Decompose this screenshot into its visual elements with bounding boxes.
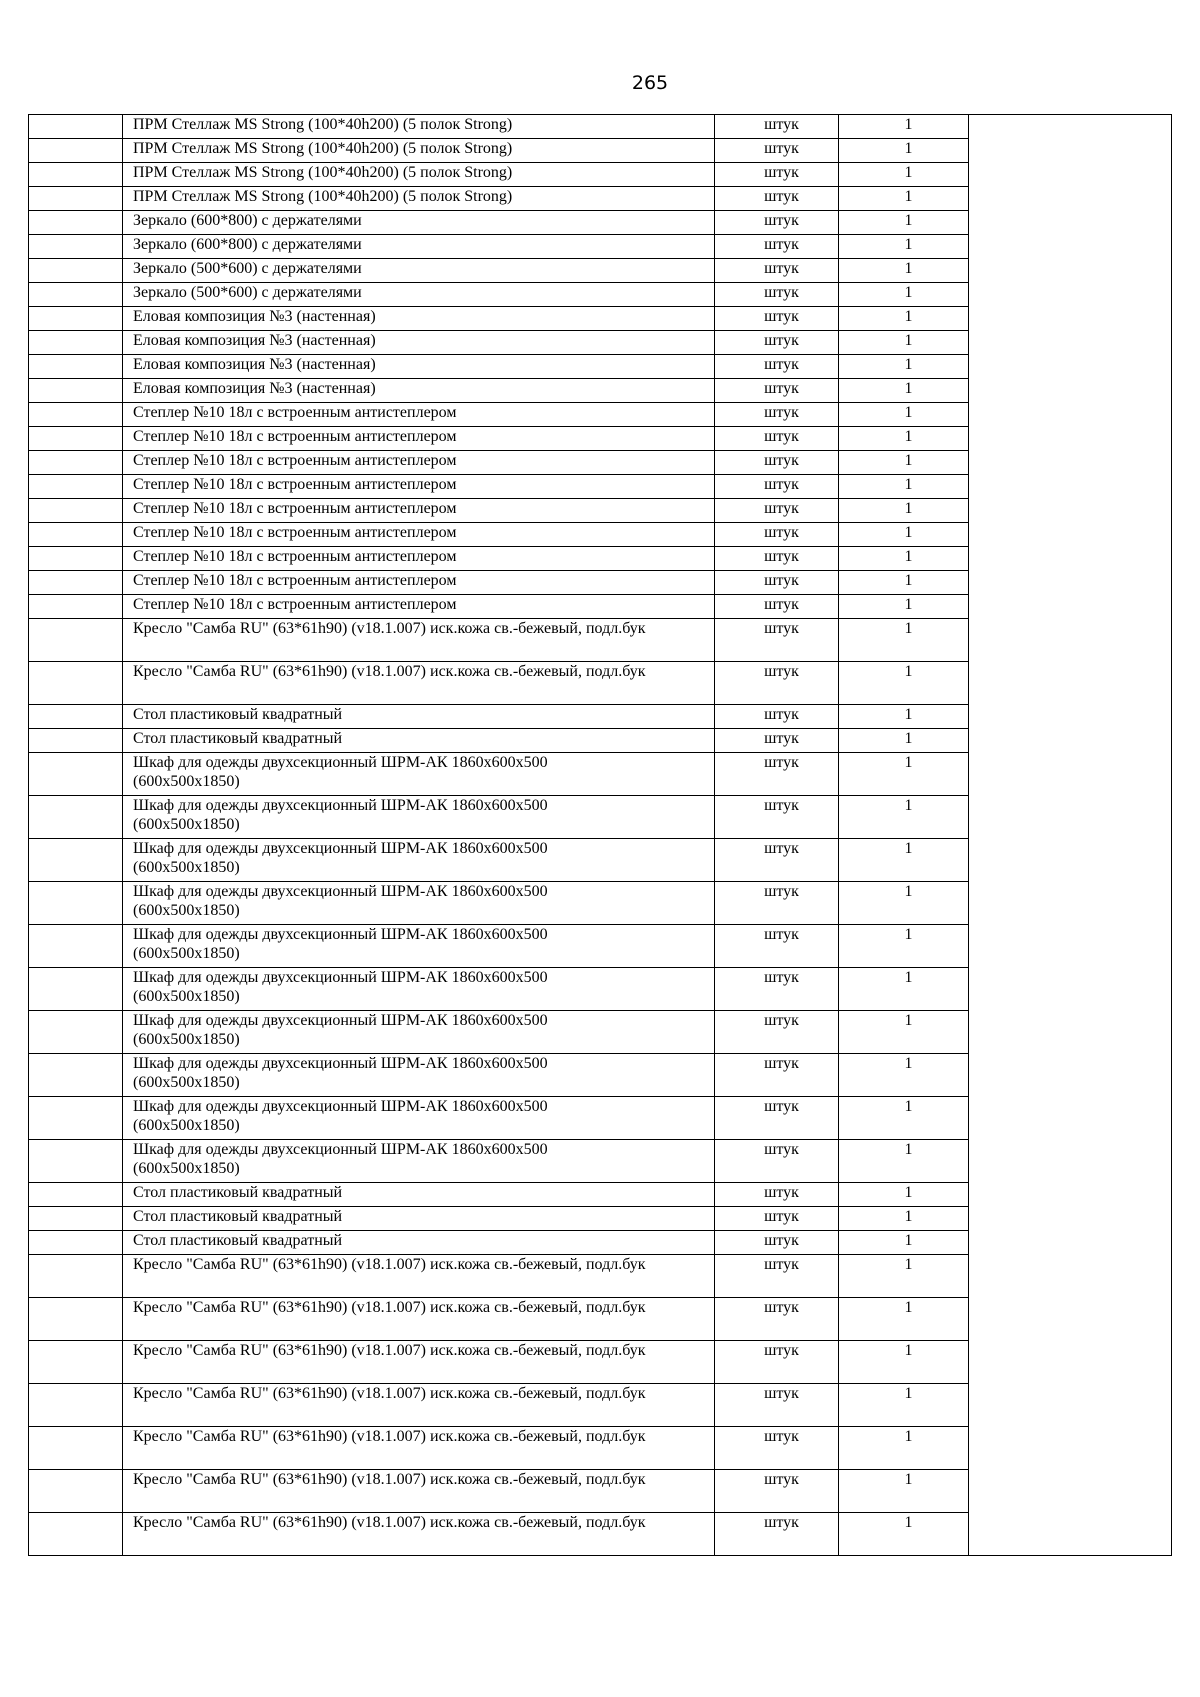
item-quantity: 1 [839,499,969,523]
item-name-cell [123,307,715,331]
item-name-cell [123,968,715,1011]
item-quantity: 1 [839,1384,969,1427]
item-quantity: 1 [839,403,969,427]
item-quantity: 1 [839,1097,969,1140]
item-name-cell [123,211,715,235]
item-unit: штук [715,1427,839,1470]
item-name: Еловая композиция №3 (настенная) [133,308,376,325]
item-name-cell [123,753,715,796]
item-name: Шкаф для одежды двухсекционный ШРМ-АК 1860х600х500 (600х500х1850) [133,797,548,833]
item-unit: штук [715,187,839,211]
item-name-cell [123,1341,715,1384]
item-quantity: 1 [839,1183,969,1207]
item-name-cell [123,1427,715,1470]
row-number-cell [29,499,123,523]
item-name: Еловая композиция №3 (настенная) [133,332,376,349]
item-unit: штук [715,1097,839,1140]
item-quantity: 1 [839,427,969,451]
item-quantity: 1 [839,283,969,307]
row-number-cell [29,882,123,925]
row-number-cell [29,1231,123,1255]
item-unit: штук [715,796,839,839]
item-quantity: 1 [839,705,969,729]
item-name: Шкаф для одежды двухсекционный ШРМ-АК 1860х600х500 (600х500х1850) [133,754,548,790]
item-name-cell [123,662,715,705]
item-unit: штук [715,379,839,403]
row-number-cell [29,839,123,882]
item-unit: штук [715,571,839,595]
item-quantity: 1 [839,523,969,547]
item-unit: штук [715,729,839,753]
item-unit: штук [715,1298,839,1341]
item-name: Кресло "Самба RU" (63*61h90) (v18.1.007) иск.кожа св.-бежевый, подл.бук [133,1471,646,1488]
item-name: Стол пластиковый квадратный [133,1232,343,1249]
item-quantity: 1 [839,115,969,139]
item-name-cell [123,619,715,662]
item-name-cell [123,595,715,619]
item-name-cell [123,403,715,427]
row-number-cell [29,307,123,331]
item-name: Шкаф для одежды двухсекционный ШРМ-АК 1860х600х500 (600х500х1850) [133,926,548,962]
item-unit: штук [715,115,839,139]
item-name: Шкаф для одежды двухсекционный ШРМ-АК 1860х600х500 (600х500х1850) [133,840,548,876]
row-number-cell [29,163,123,187]
row-number-cell [29,619,123,662]
item-name-cell [123,571,715,595]
item-unit: штук [715,235,839,259]
item-quantity: 1 [839,925,969,968]
row-number-cell [29,1470,123,1513]
items-table-body [29,115,1172,1556]
item-unit: штук [715,1140,839,1183]
item-unit: штук [715,968,839,1011]
item-unit: штук [715,547,839,571]
item-quantity: 1 [839,379,969,403]
item-unit: штук [715,1054,839,1097]
item-unit: штук [715,451,839,475]
row-number-cell [29,235,123,259]
row-number-cell [29,1298,123,1341]
row-number-cell [29,475,123,499]
item-quantity: 1 [839,307,969,331]
item-name: Зеркало (500*600) с держателями [133,284,362,301]
item-name: Еловая композиция №3 (настенная) [133,356,376,373]
item-name: Стол пластиковый квадратный [133,1184,343,1201]
page-number: 265 [631,72,669,94]
item-unit: штук [715,1470,839,1513]
item-name: ПРМ Стеллаж MS Strong (100*40h200) (5 полок Strong) [133,140,513,157]
item-name-cell [123,115,715,139]
row-number-cell [29,259,123,283]
item-name-cell [123,1140,715,1183]
row-number-cell [29,331,123,355]
row-number-cell [29,571,123,595]
notes-cell [969,115,1172,1556]
item-name-cell [123,187,715,211]
row-number-cell [29,595,123,619]
item-unit: штук [715,662,839,705]
item-name: Степлер №10 18л с встроенным антистеплером [133,476,457,493]
item-name-cell [123,451,715,475]
row-number-cell [29,796,123,839]
item-name: Кресло "Самба RU" (63*61h90) (v18.1.007) иск.кожа св.-бежевый, подл.бук [133,620,646,637]
item-quantity: 1 [839,1298,969,1341]
item-quantity: 1 [839,1207,969,1231]
row-number-cell [29,753,123,796]
row-number-cell [29,139,123,163]
item-name: Шкаф для одежды двухсекционный ШРМ-АК 1860х600х500 (600х500х1850) [133,1098,548,1134]
item-name: Шкаф для одежды двухсекционный ШРМ-АК 1860х600х500 (600х500х1850) [133,883,548,919]
item-name-cell [123,523,715,547]
item-name-cell [123,1384,715,1427]
item-unit: штук [715,1183,839,1207]
item-unit: штук [715,427,839,451]
row-number-cell [29,379,123,403]
item-name-cell [123,499,715,523]
item-quantity: 1 [839,662,969,705]
item-name: ПРМ Стеллаж MS Strong (100*40h200) (5 полок Strong) [133,164,513,181]
item-unit: штук [715,839,839,882]
item-unit: штук [715,499,839,523]
item-name: Кресло "Самба RU" (63*61h90) (v18.1.007) иск.кожа св.-бежевый, подл.бук [133,1299,646,1316]
item-name: Кресло "Самба RU" (63*61h90) (v18.1.007) иск.кожа св.-бежевый, подл.бук [133,1342,646,1359]
item-quantity: 1 [839,1231,969,1255]
item-quantity: 1 [839,1341,969,1384]
item-unit: штук [715,211,839,235]
item-quantity: 1 [839,235,969,259]
item-name-cell [123,729,715,753]
row-number-cell [29,1140,123,1183]
item-unit: штук [715,163,839,187]
item-name: ПРМ Стеллаж MS Strong (100*40h200) (5 полок Strong) [133,188,513,205]
row-number-cell [29,1207,123,1231]
item-unit: штук [715,1011,839,1054]
item-unit: штук [715,619,839,662]
item-quantity: 1 [839,1513,969,1556]
item-name-cell [123,1054,715,1097]
row-number-cell [29,1054,123,1097]
row-number-cell [29,729,123,753]
table-row [29,115,1172,139]
item-name-cell [123,379,715,403]
item-name-cell [123,355,715,379]
row-number-cell [29,355,123,379]
item-name: Зеркало (600*800) с держателями [133,212,362,229]
item-name: Степлер №10 18л с встроенным антистеплером [133,428,457,445]
row-number-cell [29,1513,123,1556]
item-quantity: 1 [839,163,969,187]
item-name: Шкаф для одежды двухсекционный ШРМ-АК 1860х600х500 (600х500х1850) [133,1055,548,1091]
row-number-cell [29,1011,123,1054]
item-quantity: 1 [839,619,969,662]
item-name-cell [123,882,715,925]
item-name-cell [123,475,715,499]
item-name-cell [123,1298,715,1341]
row-number-cell [29,1255,123,1298]
item-name-cell [123,163,715,187]
item-name: Стол пластиковый квадратный [133,1208,343,1225]
item-quantity: 1 [839,968,969,1011]
item-name: Шкаф для одежды двухсекционный ШРМ-АК 1860х600х500 (600х500х1850) [133,1012,548,1048]
item-name: Кресло "Самба RU" (63*61h90) (v18.1.007) иск.кожа св.-бежевый, подл.бук [133,1385,646,1402]
item-name: Зеркало (500*600) с держателями [133,260,362,277]
row-number-cell [29,547,123,571]
item-name: Стол пластиковый квадратный [133,730,343,747]
item-name-cell [123,1231,715,1255]
item-unit: штук [715,475,839,499]
row-number-cell [29,403,123,427]
item-quantity: 1 [839,1470,969,1513]
item-quantity: 1 [839,571,969,595]
item-unit: штук [715,523,839,547]
item-name-cell [123,1513,715,1556]
item-unit: штук [715,307,839,331]
item-unit: штук [715,1255,839,1298]
item-name: ПРМ Стеллаж MS Strong (100*40h200) (5 полок Strong) [133,116,513,133]
item-quantity: 1 [839,187,969,211]
item-name-cell [123,427,715,451]
item-name-cell [123,839,715,882]
item-unit: штук [715,925,839,968]
item-name-cell [123,796,715,839]
item-unit: штук [715,1207,839,1231]
items-table [28,114,1172,1556]
item-name-cell [123,283,715,307]
item-unit: штук [715,403,839,427]
item-name: Стол пластиковый квадратный [133,706,343,723]
row-number-cell [29,1183,123,1207]
item-name-cell [123,1097,715,1140]
item-name-cell [123,705,715,729]
item-name: Степлер №10 18л с встроенным антистеплером [133,500,457,517]
row-number-cell [29,1341,123,1384]
item-quantity: 1 [839,882,969,925]
item-quantity: 1 [839,355,969,379]
row-number-cell [29,1097,123,1140]
row-number-cell [29,427,123,451]
row-number-cell [29,283,123,307]
item-quantity: 1 [839,139,969,163]
row-number-cell [29,523,123,547]
item-name-cell [123,139,715,163]
item-name: Степлер №10 18л с встроенным антистеплером [133,572,457,589]
item-quantity: 1 [839,1011,969,1054]
item-name-cell [123,1207,715,1231]
item-unit: штук [715,1231,839,1255]
item-quantity: 1 [839,839,969,882]
item-unit: штук [715,753,839,796]
item-name-cell [123,259,715,283]
item-unit: штук [715,1513,839,1556]
row-number-cell [29,451,123,475]
row-number-cell [29,662,123,705]
item-quantity: 1 [839,729,969,753]
item-unit: штук [715,705,839,729]
item-name: Кресло "Самба RU" (63*61h90) (v18.1.007) иск.кожа св.-бежевый, подл.бук [133,1256,646,1273]
item-unit: штук [715,1341,839,1384]
row-number-cell [29,187,123,211]
item-quantity: 1 [839,211,969,235]
item-unit: штук [715,595,839,619]
item-unit: штук [715,882,839,925]
item-quantity: 1 [839,1054,969,1097]
row-number-cell [29,1427,123,1470]
item-name: Шкаф для одежды двухсекционный ШРМ-АК 1860х600х500 (600х500х1850) [133,969,548,1005]
item-name: Степлер №10 18л с встроенным антистеплером [133,524,457,541]
item-quantity: 1 [839,451,969,475]
item-unit: штук [715,259,839,283]
item-name-cell [123,1011,715,1054]
item-name: Степлер №10 18л с встроенным антистеплером [133,452,457,469]
item-name-cell [123,1255,715,1298]
item-quantity: 1 [839,595,969,619]
item-quantity: 1 [839,547,969,571]
row-number-cell [29,211,123,235]
item-name: Кресло "Самба RU" (63*61h90) (v18.1.007) иск.кожа св.-бежевый, подл.бук [133,1514,646,1531]
item-name-cell [123,547,715,571]
item-name: Степлер №10 18л с встроенным антистеплером [133,404,457,421]
item-quantity: 1 [839,1427,969,1470]
row-number-cell [29,968,123,1011]
item-unit: штук [715,355,839,379]
item-name: Степлер №10 18л с встроенным антистеплером [133,596,457,613]
item-quantity: 1 [839,259,969,283]
item-name: Степлер №10 18л с встроенным антистеплером [133,548,457,565]
item-name-cell [123,331,715,355]
item-unit: штук [715,331,839,355]
item-name: Кресло "Самба RU" (63*61h90) (v18.1.007) иск.кожа св.-бежевый, подл.бук [133,1428,646,1445]
item-name: Шкаф для одежды двухсекционный ШРМ-АК 1860х600х500 (600х500х1850) [133,1141,548,1177]
item-name: Кресло "Самба RU" (63*61h90) (v18.1.007) иск.кожа св.-бежевый, подл.бук [133,663,646,680]
item-quantity: 1 [839,1140,969,1183]
row-number-cell [29,705,123,729]
row-number-cell [29,1384,123,1427]
item-unit: штук [715,283,839,307]
item-unit: штук [715,139,839,163]
item-quantity: 1 [839,1255,969,1298]
item-unit: штук [715,1384,839,1427]
item-quantity: 1 [839,796,969,839]
item-name-cell [123,1470,715,1513]
row-number-cell [29,115,123,139]
item-quantity: 1 [839,475,969,499]
row-number-cell [29,925,123,968]
item-quantity: 1 [839,753,969,796]
item-name: Еловая композиция №3 (настенная) [133,380,376,397]
item-quantity: 1 [839,331,969,355]
item-name-cell [123,235,715,259]
item-name-cell [123,1183,715,1207]
item-name-cell [123,925,715,968]
item-name: Зеркало (600*800) с держателями [133,236,362,253]
